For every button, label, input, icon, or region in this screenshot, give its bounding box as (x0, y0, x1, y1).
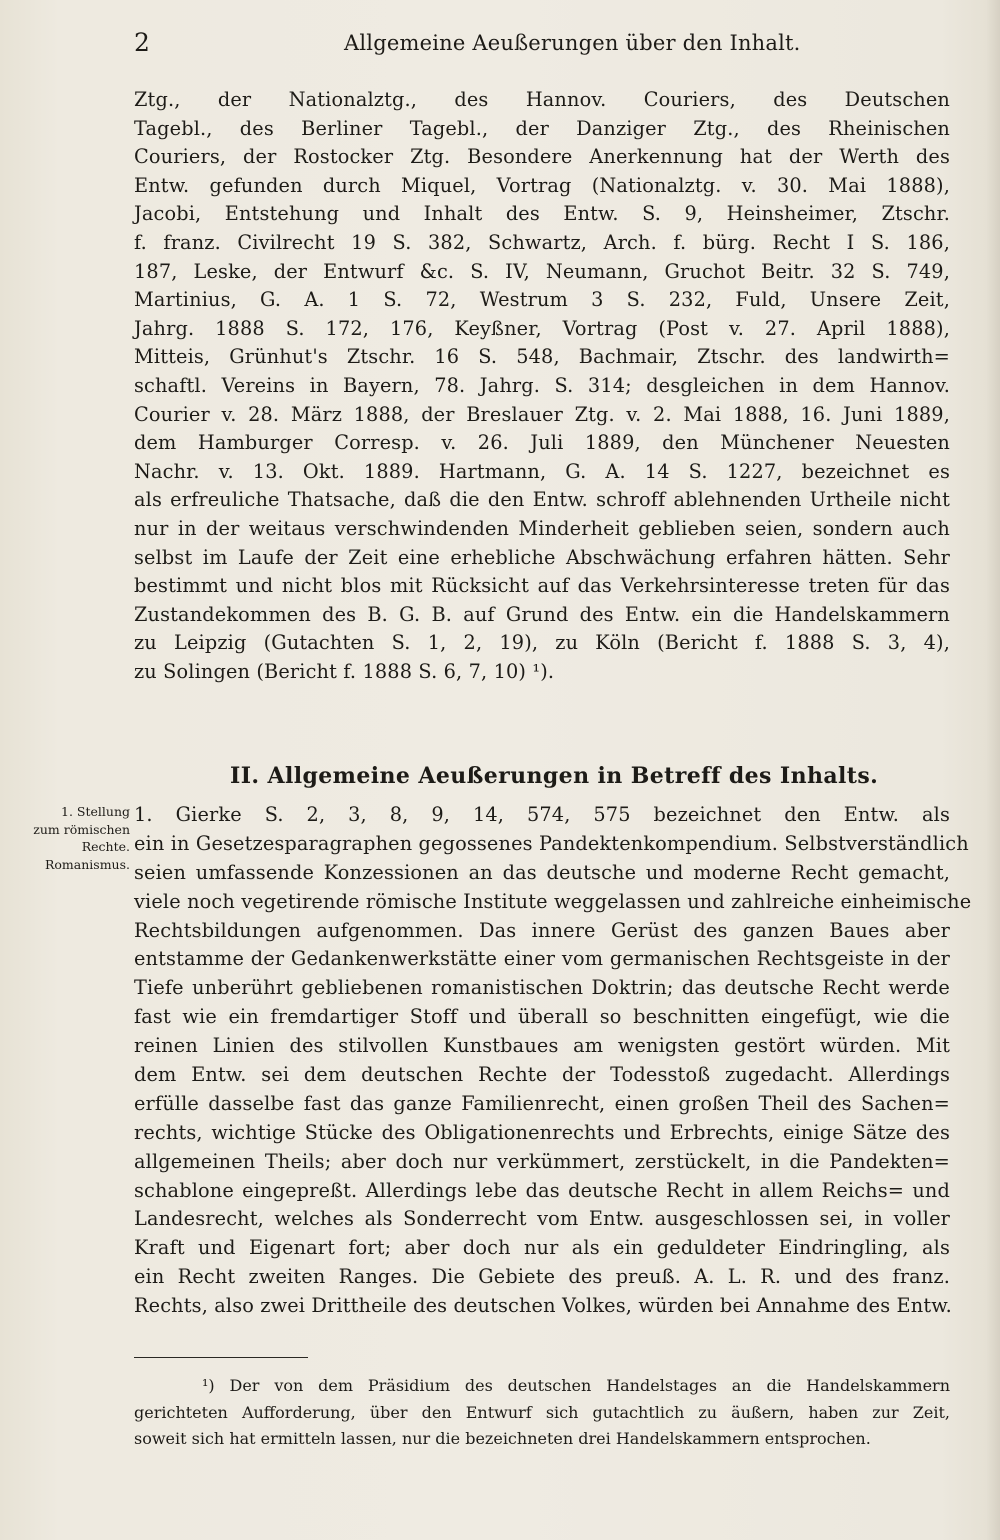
text-line: als erfreuliche Thatsache, daß die den Entw. schroff ablehnenden Urtheile nicht (134, 488, 950, 512)
page-number: 2 (134, 28, 150, 57)
marginal-note (6, 803, 130, 873)
marginal-note-line: Rechte. (81, 839, 130, 854)
text-line: ein Recht zweiten Ranges. Die Gebiete des preuß. A. L. R. und des franz. (134, 1265, 950, 1289)
text-line: schablone eingepreßt. Allerdings lebe das deutsche Recht in allem Reichs= und (134, 1178, 950, 1202)
text-line: 187, Leske, der Entwurf &c. S. IV, Neumann, Gruchot Beitr. 32 S. 749, (134, 259, 950, 283)
text-line: f. franz. Civilrecht 19 S. 382, Schwartz, Arch. f. bürg. Recht I S. 186, (134, 230, 950, 254)
text-line: dem Hamburger Corresp. v. 26. Juli 1889, den Münchener Neuesten (134, 431, 950, 455)
text-line: Jahrg. 1888 S. 172, 176, Keyßner, Vortrag (Post v. 27. April 1888), (134, 316, 950, 340)
text-line: selbst im Laufe der Zeit eine erhebliche Abschwächung erfahren hätten. Sehr (134, 545, 950, 569)
text-line: Couriers, der Rostocker Ztg. Besondere Anerkennung hat der Werth des (134, 145, 950, 169)
text-line: 1. Gierke S. 2, 3, 8, 9, 14, 574, 575 bezeichnet den Entw. als (134, 803, 950, 826)
text-line: Kraft und Eigenart fort; aber doch nur als ein geduldeter Eindringling, als (134, 1236, 950, 1260)
text-line: Mitteis, Grünhut's Ztschr. 16 S. 548, Bachmair, Ztschr. des landwirth= (134, 345, 950, 369)
text-line: Landesrecht, welches als Sonderrecht vom Entw. ausgeschlossen sei, in voller (134, 1207, 950, 1231)
text-line: fast wie ein fremdartiger Stoff und überall so beschnitten eingefügt, wie die (134, 1005, 950, 1029)
text-line: viele noch vegetirende römische Institute weggelassen und zahlreiche einheimische (134, 889, 972, 913)
text-line: bestimmt und nicht blos mit Rücksicht auf das Verkehrsinteresse treten für das (134, 574, 950, 598)
text-line: erfülle dasselbe fast das ganze Familienrecht, einen großen Theil des Sachen= (134, 1091, 950, 1115)
text-line: Nachr. v. 13. Okt. 1889. Hartmann, G. A. 14 S. 1227, bezeichnet es (134, 459, 950, 483)
text-line: seien umfassende Konzessionen an das deutsche und moderne Recht gemacht, (134, 860, 950, 884)
text-line: Jacobi, Entstehung und Inhalt des Entw. S. 9, Heinsheimer, Ztschr. (134, 202, 950, 226)
text-line: zu Leipzig (Gutachten S. 1, 2, 19), zu Köln (Bericht f. 1888 S. 3, 4), (134, 631, 950, 655)
text-line: Courier v. 28. März 1888, der Breslauer Ztg. v. 2. Mai 1888, 16. Juni 1889, (134, 402, 950, 426)
footnote-divider (134, 1357, 308, 1358)
footnote-line: ¹) Der von dem Präsidium des deutschen Handelstages an die Handelskammern (202, 1376, 950, 1395)
text-line: ein in Gesetzesparagraphen gegossenes Pandektenkompendium. Selbstverständlich (134, 831, 969, 855)
text-line: schaftl. Vereins in Bayern, 78. Jahrg. S. 314; desgleichen in dem Hannov. (134, 373, 950, 397)
text-line: rechts, wichtige Stücke des Obligationenrechts und Erbrechts, einige Sätze des (134, 1120, 950, 1144)
text-line: zu Solingen (Bericht f. 1888 S. 6, 7, 10) ¹). (134, 659, 555, 683)
text-line: reinen Linien des stilvollen Kunstbaues am wenigsten gestört würden. Mit (134, 1034, 950, 1058)
footnote-line: gerichteten Aufforderung, über den Entwurf sich gutachtlich zu äußern, haben zur Zeit, (134, 1402, 950, 1422)
running-title: Allgemeine Aeußerungen über den Inhalt. (344, 31, 801, 55)
text-line: Martinius, G. A. 1 S. 72, Westrum 3 S. 232, Fuld, Unsere Zeit, (134, 288, 950, 312)
text-line: Ztg., der Nationalztg., des Hannov. Couriers, des Deutschen (134, 88, 950, 111)
footnote (134, 1373, 950, 1453)
text-line: allgemeinen Theils; aber doch nur verkümmert, zerstückelt, in die Pandekten= (134, 1149, 950, 1173)
marginal-note-line: Romanismus. (45, 856, 130, 872)
continued-paragraph (134, 86, 950, 686)
section-heading: II. Allgemeine Aeußerungen in Betreff des Inhalts. (230, 763, 879, 789)
marginal-note-line: 1. Stellung (61, 804, 130, 819)
text-line: nur in der weitaus verschwindenden Minderheit geblieben seien, sondern auch (134, 516, 950, 540)
page-header (134, 26, 950, 60)
text-line: Rechts, also zwei Drittheile des deutschen Volkes, würden bei Annahme des Entw. (134, 1294, 952, 1318)
marginal-note-line: zum römischen (33, 821, 130, 837)
text-line: Tiefe unberührt gebliebenen romanistischen Doktrin; das deutsche Recht werde (134, 976, 950, 1000)
text-line: Tagebl., des Berliner Tagebl., der Danziger Ztg., des Rheinischen (134, 116, 950, 140)
text-line: entstamme der Gedankenwerkstätte einer vom germanischen Rechtsgeiste in der (134, 947, 950, 971)
page-edge-shadow (986, 0, 1000, 1540)
text-line: Zustandekommen des B. G. B. auf Grund des Entw. ein die Handelskammern (134, 602, 950, 626)
text-line: Rechtsbildungen aufgenommen. Das innere Gerüst des ganzen Baues aber (134, 918, 950, 942)
text-line: Entw. gefunden durch Miquel, Vortrag (Nationalztg. v. 30. Mai 1888), (134, 173, 950, 197)
footnote-line: soweit sich hat ermitteln lassen, nur die bezeichneten drei Handelskammern entsprochen. (134, 1429, 871, 1448)
section-paragraph (134, 801, 972, 1321)
text-line: dem Entw. sei dem deutschen Rechte der Todesstoß zugedacht. Allerdings (134, 1063, 950, 1087)
